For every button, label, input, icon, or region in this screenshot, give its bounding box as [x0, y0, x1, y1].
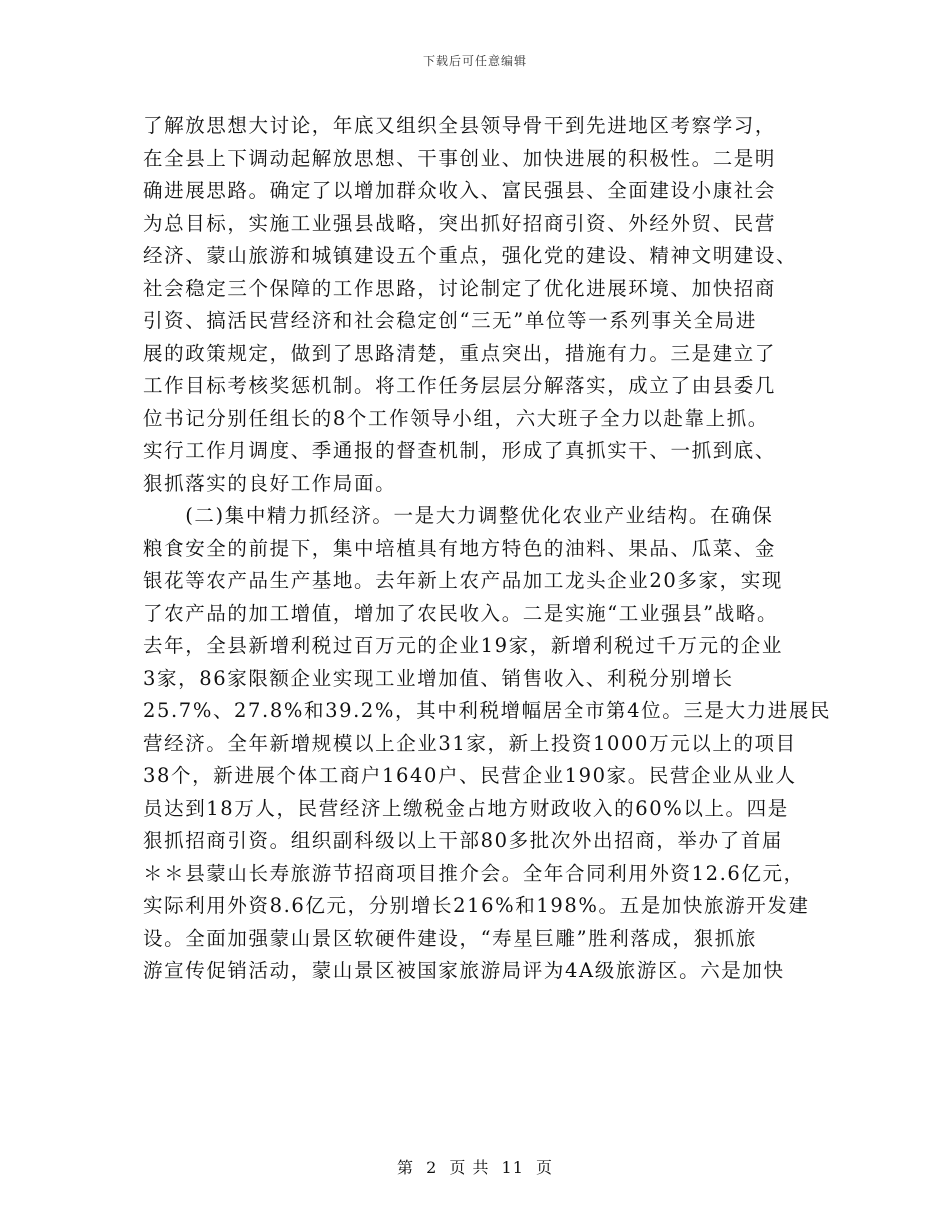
paragraph-line: 确进展思路。确定了以增加群众收入、富民强县、全面建设小康社会: [143, 179, 777, 202]
page-footer: [0, 1155, 950, 1178]
page-number: 2: [426, 1158, 438, 1177]
paragraph-line: 3家，86家限额企业实现工业增加值、销售收入、利税分别增长: [143, 666, 734, 690]
footer-suffix: 页: [536, 1158, 554, 1177]
paragraph-line: 在全县上下调动起解放思想、干事创业、加快进展的积极性。二是明: [143, 146, 777, 170]
paragraph-line: 粮食安全的前提下，集中培植具有地方特色的油料、果品、瓜菜、金: [143, 536, 777, 560]
footer-prefix: 第: [396, 1158, 414, 1177]
paragraph-line: 工作目标考核奖惩机制。将工作任务层层分解落实，成立了由县委几: [143, 374, 777, 397]
paragraph-line: 了解放思想大讨论，年底又组织全县领导骨干到先进地区考察学习，: [143, 114, 777, 137]
paragraph-line: 实行工作月调度、季通报的督查机制，形成了真抓实干、一抓到底、: [143, 439, 777, 462]
paragraph-line: 营经济。全年新增规模以上企业31家，新上投资1000万元以上的项目: [143, 731, 797, 755]
paragraph-line: 38个，新进展个体工商户1640户、民营企业190家。民营企业从业人: [143, 764, 797, 787]
paragraph-line: 游宣传促销活动，蒙山景区被国家旅游局评为4A级旅游区。六是加快: [143, 959, 785, 982]
paragraph-line: ＊＊县蒙山长寿旅游节招商项目推介会。全年合同利用外资12.6亿元，: [143, 861, 805, 885]
paragraph-line: 社会稳定三个保障的工作思路，讨论制定了优化进展环境、加快招商: [143, 276, 777, 300]
paragraph-line: 狠抓落实的良好工作局面。: [143, 471, 397, 495]
total-pages: 11: [501, 1158, 524, 1177]
page-header: 下载后可任意编辑: [422, 54, 527, 68]
paragraph-line: 了农产品的加工增值，增加了农民收入。二是实施“工业强县”战略。: [143, 601, 779, 625]
paragraph-line: 员达到18万人，民营经济上缴税金占地方财政收入的60%以上。四是: [143, 796, 789, 820]
paragraph-line: 展的政策规定，做到了思路清楚，重点突出，措施有力。三是建立了: [143, 341, 777, 365]
paragraph-line: 引资、搞活民营经济和社会稳定创“三无”单位等一系列事关全局进: [143, 309, 757, 332]
document-body: [143, 110, 832, 988]
paragraph-line: 去年，全县新增利税过百万元的企业19家，新增利税过千万元的企业: [143, 634, 783, 657]
paragraph-line: 经济、蒙山旅游和城镇建设五个重点，强化党的建设、精神文明建设、: [143, 244, 798, 267]
paragraph-line: 25.7%、27.8%和39.2%，其中利税增幅居全市第4位。三是大力进展民: [143, 699, 832, 722]
paragraph-line: 银花等农产品生产基地。去年新上农产品加工龙头企业20多家，实现: [143, 569, 783, 592]
paragraph-line: 设。全面加强蒙山景区软硬件建设，“寿星巨雕”胜利落成，狠抓旅: [143, 926, 757, 950]
footer-middle: 页 共: [449, 1158, 490, 1177]
paragraph-line: 狠抓招商引资。组织副科级以上干部80多批次外出招商，举办了首届: [143, 829, 783, 852]
paragraph-line: 位书记分别任组长的8个工作领导小组，六大班子全力以赴靠上抓。: [143, 406, 769, 430]
paragraph-line: 为总目标，实施工业强县战略，突出抓好招商引资、外经外贸、民营: [143, 211, 777, 235]
paragraph-line: 实际利用外资8.6亿元，分别增长216%和198%。五是加快旅游开发建: [143, 894, 810, 917]
paragraph-line: (二)集中精力抓经济。一是大力调整优化农业产业结构。在确保: [143, 504, 774, 527]
